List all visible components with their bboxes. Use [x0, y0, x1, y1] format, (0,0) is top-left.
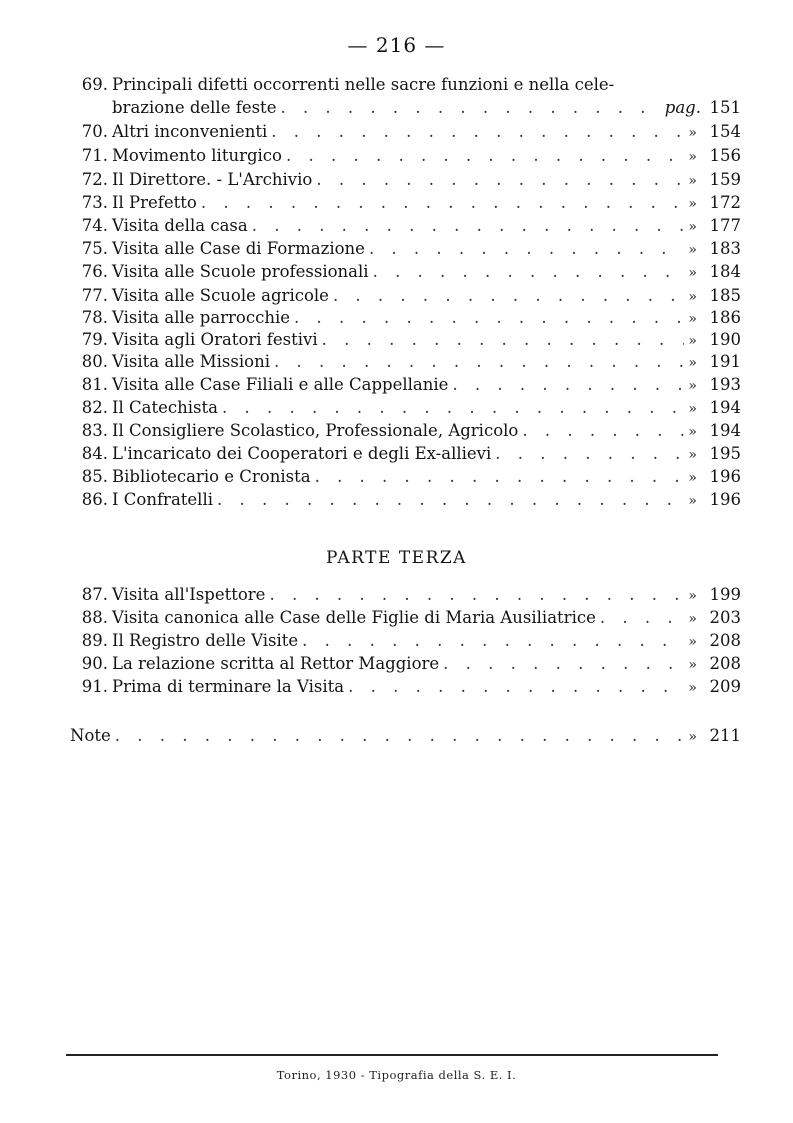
page-reference: 154 — [709, 122, 741, 141]
dot-leader — [495, 442, 684, 465]
dot-leader — [115, 724, 685, 747]
entry-title: Movimento liturgico — [112, 146, 282, 165]
toc-entry — [74, 583, 741, 606]
toc-entry-continuation — [74, 96, 741, 119]
ditto-mark: » — [688, 493, 697, 509]
ditto-mark: » — [688, 149, 697, 165]
entry-title: I Confratelli — [112, 490, 214, 509]
toc-entry — [74, 191, 741, 214]
page-reference: 211 — [709, 726, 741, 745]
dot-leader — [333, 284, 684, 307]
ditto-mark: » — [688, 289, 697, 305]
toc-entry — [74, 606, 741, 629]
ditto-mark: » — [688, 470, 697, 486]
entry-title: Visita alle parrocchie — [112, 308, 291, 327]
entry-number: 89. — [81, 631, 108, 650]
entry-title: Il Prefetto — [112, 193, 197, 212]
toc-entry — [74, 350, 741, 373]
dot-leader — [348, 675, 684, 698]
notes-entry — [70, 724, 741, 747]
dot-leader — [369, 237, 684, 260]
ditto-mark: » — [688, 588, 697, 604]
entry-title: Prima di terminare la Visita — [112, 677, 345, 696]
ditto-mark: » — [688, 242, 697, 258]
entry-number: 85. — [81, 467, 108, 486]
ditto-mark: » — [688, 311, 697, 327]
entry-title: Visita alle Case di Formazione — [112, 239, 365, 258]
ditto-mark: » — [688, 173, 697, 189]
page-label: pag. — [664, 98, 701, 117]
entry-number: 75. — [81, 239, 108, 258]
toc-entry — [74, 120, 741, 143]
entry-title: Visita alle Missioni — [112, 352, 270, 371]
toc-entry — [74, 465, 741, 488]
page-reference: 156 — [709, 146, 741, 165]
ditto-mark: » — [688, 355, 697, 371]
toc-entry — [74, 214, 741, 237]
page-reference: 209 — [709, 677, 741, 696]
page-reference: 199 — [709, 585, 741, 604]
entry-number: 78. — [81, 308, 108, 327]
entry-number: 73. — [81, 193, 108, 212]
dot-leader — [274, 350, 684, 373]
ditto-mark: » — [688, 680, 697, 696]
dot-leader — [452, 373, 684, 396]
toc-entry — [74, 652, 741, 675]
toc-entry — [74, 237, 741, 260]
toc-entry — [74, 306, 741, 329]
dot-leader — [443, 652, 684, 675]
toc-entry — [74, 328, 741, 351]
page-reference: 195 — [709, 444, 741, 463]
toc-entry — [74, 73, 741, 96]
page-reference: 151 — [709, 98, 741, 117]
ditto-mark: » — [688, 378, 697, 394]
toc-entry — [74, 442, 741, 465]
dot-leader — [269, 583, 684, 606]
page-reference: 185 — [709, 286, 741, 305]
footer-rule — [66, 1054, 718, 1056]
entry-title: Visita canonica alle Case delle Figlie di Maria Ausiliatrice — [112, 608, 596, 627]
ditto-mark: » — [688, 196, 697, 212]
entry-title: Principali difetti occorrenti nelle sacre funzioni e nella cele- — [112, 75, 615, 94]
entry-number: 71. — [81, 146, 108, 165]
notes-title: Note — [70, 726, 111, 745]
page-reference: 196 — [709, 467, 741, 486]
entry-title: Visita alle Case Filiali e alle Cappellanie — [112, 375, 449, 394]
entry-number: 74. — [81, 216, 108, 235]
entry-title: Visita alle Scuole professionali — [112, 262, 369, 281]
page-reference: 208 — [709, 631, 741, 650]
page-reference: 186 — [709, 308, 741, 327]
dot-leader — [315, 465, 685, 488]
entry-number: 70. — [81, 122, 108, 141]
page-reference: 184 — [709, 262, 741, 281]
entry-title: Visita della casa — [112, 216, 248, 235]
dot-leader — [286, 144, 684, 167]
page-reference: 203 — [709, 608, 741, 627]
dot-leader — [222, 396, 684, 419]
entry-number: 82. — [81, 398, 108, 417]
toc-entry — [74, 144, 741, 167]
page-reference: 191 — [709, 352, 741, 371]
page-reference: 190 — [709, 330, 741, 349]
toc-entry — [74, 419, 741, 442]
entry-title: Il Registro delle Visite — [112, 631, 299, 650]
dot-leader — [217, 488, 684, 511]
page-reference: 196 — [709, 490, 741, 509]
dot-leader — [316, 168, 684, 191]
dot-leader — [280, 96, 660, 119]
ditto-mark: » — [688, 125, 697, 141]
ditto-mark: » — [688, 657, 697, 673]
toc-entry — [74, 168, 741, 191]
entry-number: 79. — [81, 330, 108, 349]
page-reference: 183 — [709, 239, 741, 258]
ditto-mark: » — [688, 219, 697, 235]
dot-leader — [294, 306, 684, 329]
page-reference: 194 — [709, 398, 741, 417]
entry-title: L'incaricato dei Cooperatori e degli Ex-allievi — [112, 444, 492, 463]
entry-number: 84. — [81, 444, 108, 463]
page-reference: 172 — [709, 193, 741, 212]
ditto-mark: » — [688, 265, 697, 281]
toc-entry — [74, 260, 741, 283]
entry-number: 83. — [81, 421, 108, 440]
ditto-mark: » — [688, 424, 697, 440]
toc-entry — [74, 675, 741, 698]
entry-number: 88. — [81, 608, 108, 627]
entry-title: Il Catechista — [112, 398, 218, 417]
entry-number: 87. — [81, 585, 108, 604]
entry-title: Visita alle Scuole agricole — [112, 286, 329, 305]
toc-entry — [74, 488, 741, 511]
section-title: PARTE TERZA — [326, 548, 467, 568]
entry-number: 80. — [81, 352, 108, 371]
ditto-mark: » — [688, 447, 697, 463]
ditto-mark: » — [688, 729, 697, 745]
entry-number: 76. — [81, 262, 108, 281]
page-number: — 216 — — [347, 33, 446, 57]
dot-leader — [252, 214, 685, 237]
entry-number: 91. — [81, 677, 108, 696]
entry-number: 90. — [81, 654, 108, 673]
dot-leader — [322, 328, 685, 351]
printer-imprint: Torino, 1930 - Tipografia della S. E. I. — [276, 1068, 517, 1082]
entry-title: Visita all'Ispettore — [112, 585, 266, 604]
dot-leader — [271, 120, 684, 143]
entry-title: Il Consigliere Scolastico, Professionale, Agricolo — [112, 421, 519, 440]
dot-leader — [522, 419, 684, 442]
entry-title: La relazione scritta al Rettor Maggiore — [112, 654, 440, 673]
page-reference: 159 — [709, 170, 741, 189]
entry-title: Altri inconvenienti — [112, 122, 268, 141]
page-reference: 194 — [709, 421, 741, 440]
entry-number: 77. — [81, 286, 108, 305]
dot-leader — [201, 191, 685, 214]
ditto-mark: » — [688, 333, 697, 349]
entry-title: Bibliotecario e Cronista — [112, 467, 311, 486]
entry-number: 69. — [81, 75, 108, 94]
dot-leader — [373, 260, 685, 283]
ditto-mark: » — [688, 611, 697, 627]
ditto-mark: » — [688, 401, 697, 417]
toc-entry — [74, 284, 741, 307]
dot-leader — [600, 606, 685, 629]
page-reference: 177 — [709, 216, 741, 235]
toc-entry — [74, 396, 741, 419]
dot-leader — [302, 629, 684, 652]
entry-number: 72. — [81, 170, 108, 189]
page-reference: 208 — [709, 654, 741, 673]
toc-entry — [74, 373, 741, 396]
entry-title: Visita agli Oratori festivi — [112, 330, 318, 349]
entry-number: 81. — [81, 375, 108, 394]
entry-number: 86. — [81, 490, 108, 509]
entry-title: Il Direttore. - L'Archivio — [112, 170, 313, 189]
page-reference: 193 — [709, 375, 741, 394]
entry-title-continuation: brazione delle feste — [112, 98, 277, 117]
ditto-mark: » — [688, 634, 697, 650]
toc-entry — [74, 629, 741, 652]
